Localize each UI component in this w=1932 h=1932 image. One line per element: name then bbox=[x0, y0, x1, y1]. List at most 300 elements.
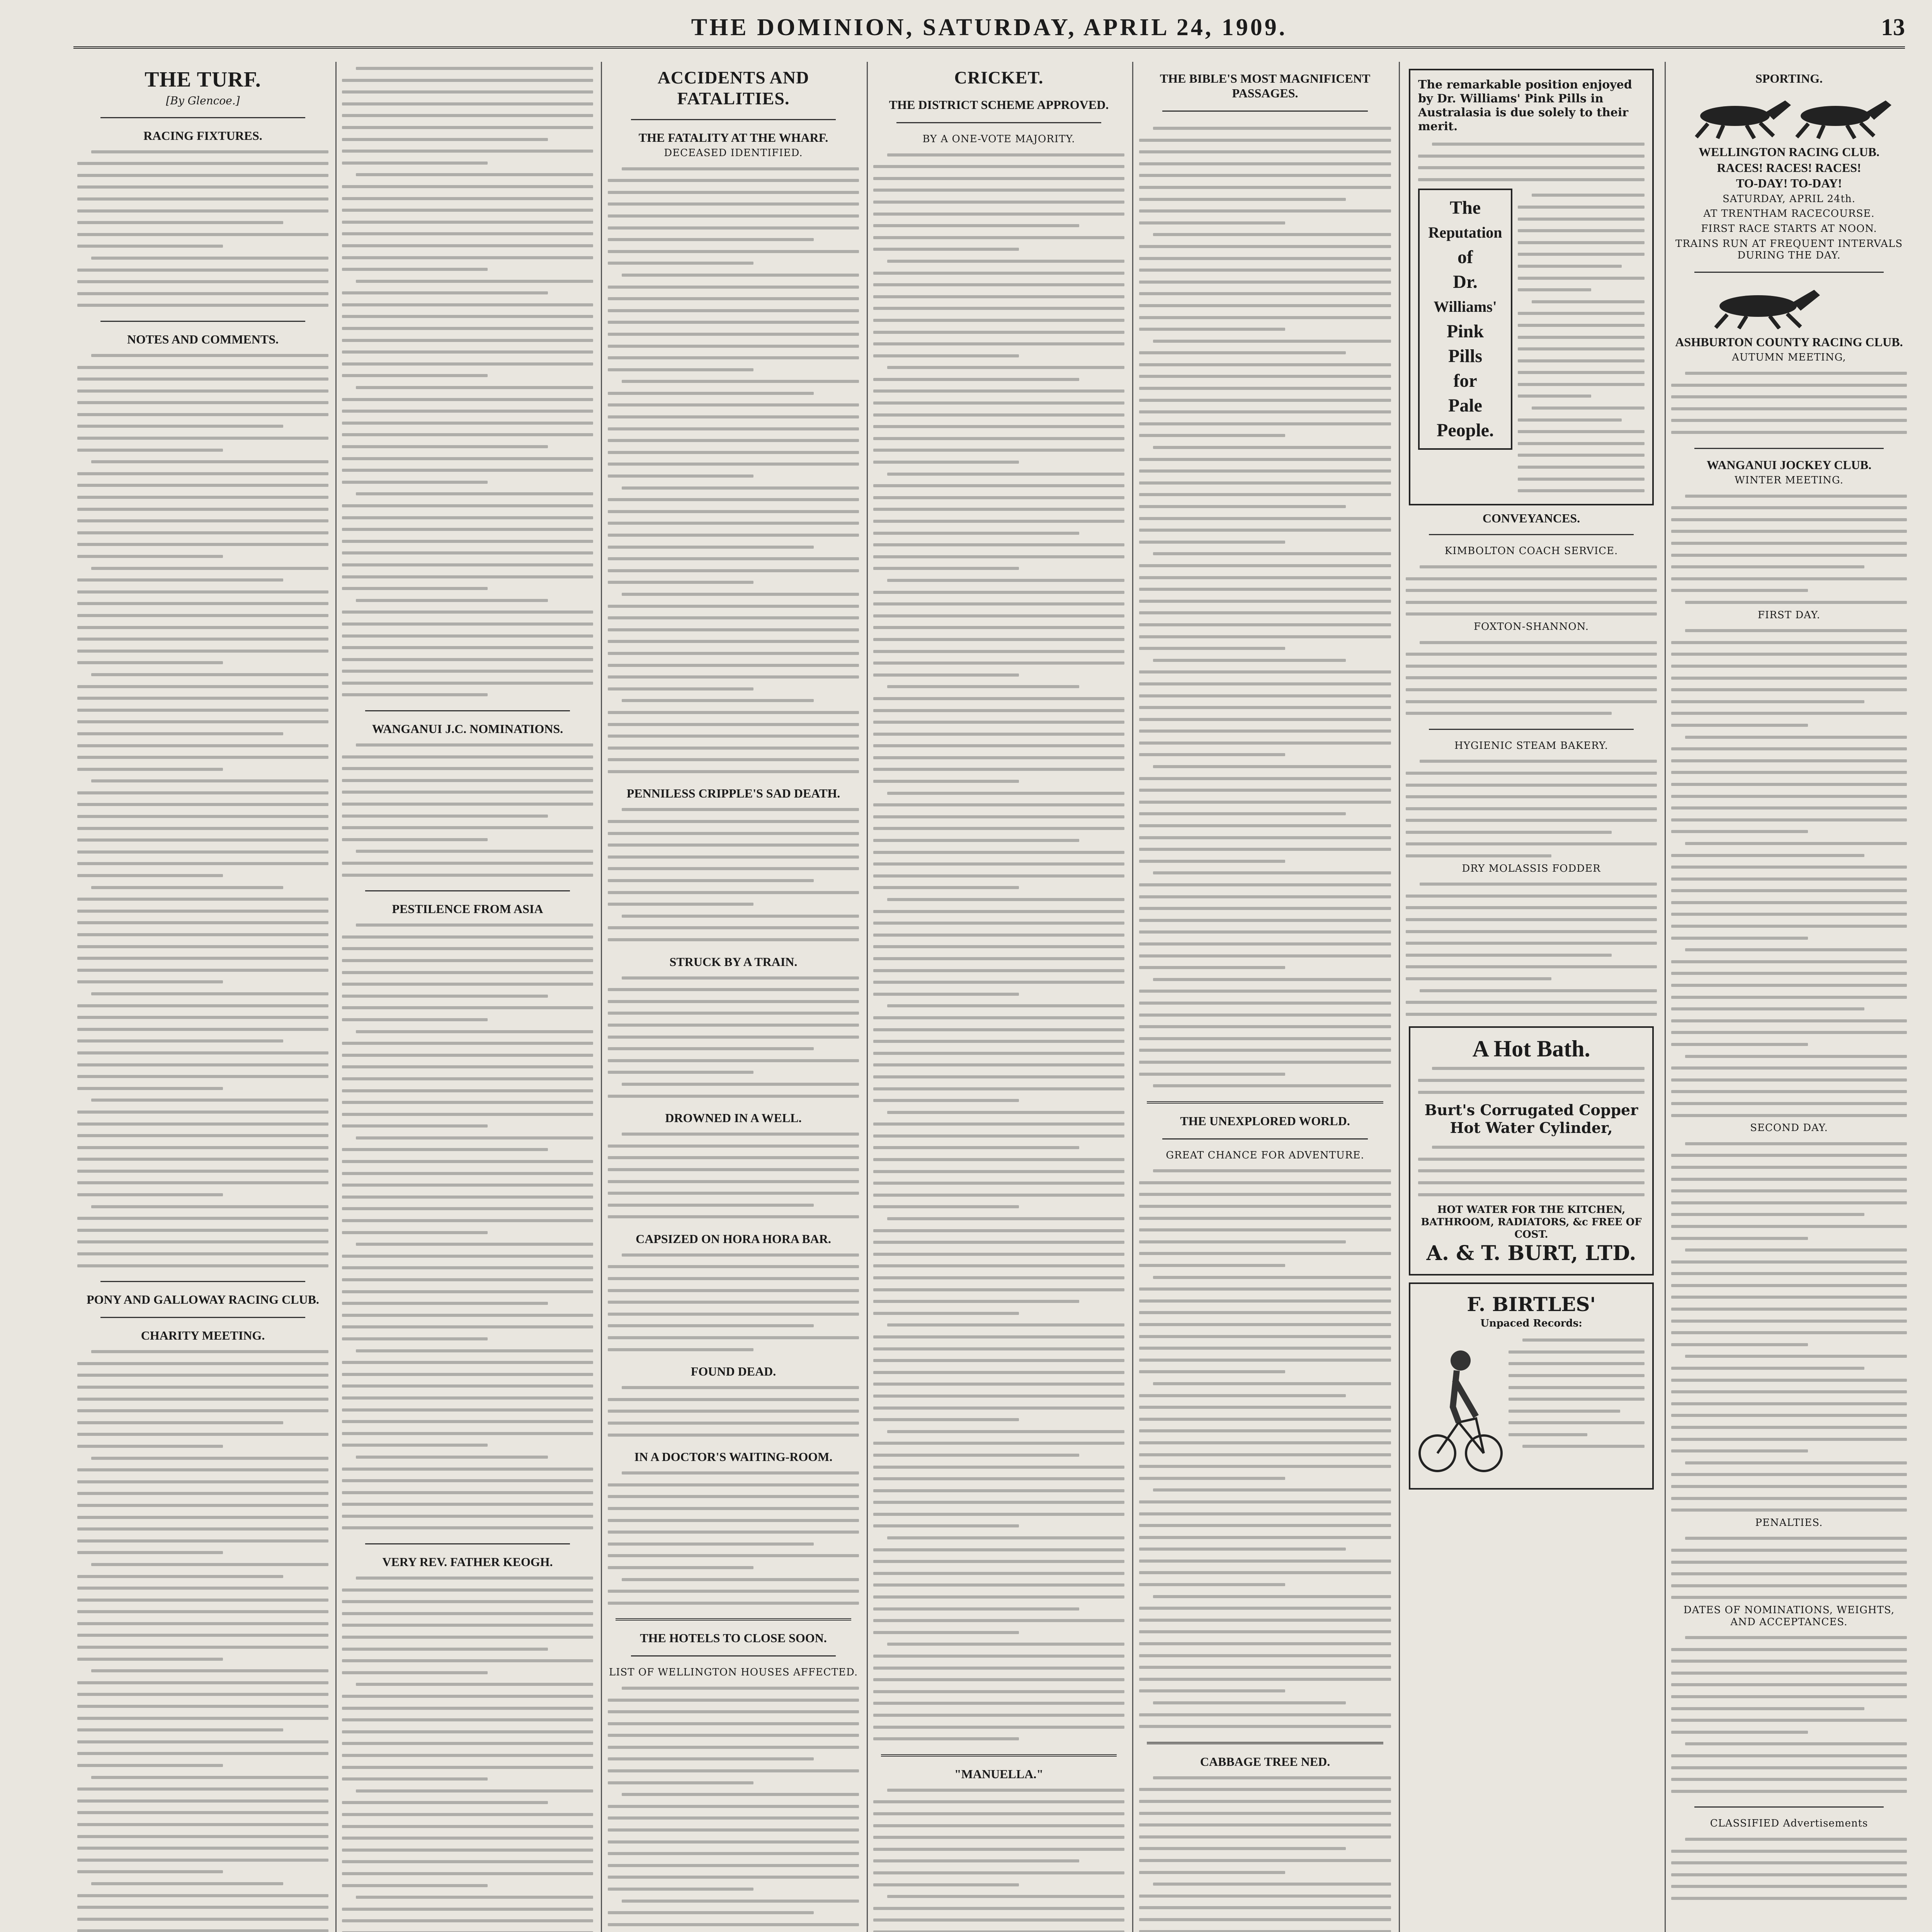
text-line bbox=[1139, 724, 1391, 736]
text-line bbox=[342, 1320, 593, 1332]
text-line bbox=[1671, 1845, 1907, 1857]
text-line bbox=[1139, 1282, 1391, 1294]
text-line bbox=[1671, 1892, 1907, 1904]
text-line bbox=[873, 1709, 1124, 1721]
text-line bbox=[608, 1054, 859, 1066]
text-line bbox=[873, 1295, 1124, 1307]
waiting-room-body bbox=[608, 1466, 859, 1608]
text-line bbox=[1671, 1109, 1907, 1121]
text-line bbox=[1518, 484, 1645, 496]
text-line bbox=[342, 833, 593, 845]
text-line bbox=[77, 1676, 328, 1688]
manuella-body bbox=[873, 1784, 1124, 1932]
text-line bbox=[342, 1356, 593, 1368]
text-line bbox=[342, 1273, 593, 1285]
text-line bbox=[77, 408, 328, 420]
text-line bbox=[342, 1725, 593, 1737]
text-line bbox=[608, 162, 859, 174]
text-line bbox=[342, 1427, 593, 1439]
text-line bbox=[1406, 802, 1657, 814]
penalties-body bbox=[1671, 1532, 1907, 1603]
text-line bbox=[1671, 1173, 1907, 1185]
text-line bbox=[77, 514, 328, 526]
text-line bbox=[873, 1697, 1124, 1709]
ashburton-club: ASHBURTON COUNTY RACING CLUB. bbox=[1675, 335, 1903, 349]
text-line bbox=[608, 623, 859, 635]
text-line bbox=[1139, 476, 1391, 488]
text-line bbox=[608, 1729, 859, 1741]
text-line bbox=[342, 990, 593, 1002]
text-line bbox=[342, 1025, 593, 1037]
text-line bbox=[342, 216, 593, 228]
text-line bbox=[1139, 311, 1391, 323]
text-line bbox=[342, 1832, 593, 1844]
text-line bbox=[1671, 979, 1907, 991]
text-line bbox=[77, 1153, 328, 1165]
text-line bbox=[342, 156, 593, 168]
text-line bbox=[873, 290, 1124, 302]
trains-line: TRAINS RUN AT FREQUENT INTERVALS DURING THE DAY. bbox=[1675, 238, 1903, 262]
wharf-fatality-heading: THE FATALITY AT THE WHARF. bbox=[638, 131, 828, 145]
text-line bbox=[608, 340, 859, 352]
text-line bbox=[342, 417, 593, 429]
second-day-body bbox=[1671, 1137, 1907, 1515]
text-line bbox=[1509, 1428, 1645, 1440]
text-line bbox=[873, 1626, 1124, 1638]
text-line bbox=[77, 299, 328, 311]
text-line bbox=[77, 145, 328, 157]
text-line bbox=[342, 1451, 593, 1463]
text-line bbox=[1139, 299, 1391, 311]
text-line bbox=[1139, 997, 1391, 1009]
text-line bbox=[873, 1236, 1124, 1248]
text-line bbox=[608, 387, 859, 399]
text-line bbox=[1139, 429, 1391, 441]
sporting-heading: SPORTING. bbox=[1755, 71, 1823, 85]
text-line bbox=[873, 917, 1124, 929]
majority-heading: BY A ONE-VOTE MAJORITY. bbox=[922, 133, 1075, 145]
text-line bbox=[1671, 1492, 1907, 1504]
text-line bbox=[1139, 1543, 1391, 1554]
text-line bbox=[1139, 1032, 1391, 1044]
text-line bbox=[608, 1514, 859, 1526]
waiting-room-heading: IN A DOCTOR'S WAITING-ROOM. bbox=[634, 1450, 833, 1464]
text-line bbox=[873, 1567, 1124, 1579]
text-line bbox=[77, 1369, 328, 1381]
text-line bbox=[873, 1807, 1124, 1819]
text-line bbox=[1139, 866, 1391, 878]
text-line bbox=[342, 440, 593, 452]
records-title: Unpaced Records: bbox=[1480, 1318, 1582, 1330]
text-line bbox=[873, 1685, 1124, 1697]
text-line bbox=[873, 207, 1124, 219]
text-line bbox=[873, 645, 1124, 657]
text-line bbox=[873, 1866, 1124, 1878]
text-line bbox=[77, 1058, 328, 1070]
text-line bbox=[608, 174, 859, 186]
text-line bbox=[608, 1895, 859, 1906]
text-line bbox=[342, 1749, 593, 1761]
text-line bbox=[1671, 742, 1907, 754]
text-line bbox=[1139, 417, 1391, 429]
text-line bbox=[1139, 760, 1391, 772]
text-line bbox=[608, 1549, 859, 1561]
text-line bbox=[1139, 216, 1391, 228]
text-line bbox=[1671, 1833, 1907, 1845]
text-line bbox=[1139, 1795, 1391, 1807]
text-line bbox=[1671, 1002, 1907, 1014]
text-line bbox=[873, 432, 1124, 444]
text-line bbox=[1139, 276, 1391, 287]
text-line bbox=[1671, 1737, 1907, 1749]
text-line bbox=[342, 97, 593, 109]
races-line: RACES! RACES! RACES! bbox=[1717, 160, 1861, 175]
text-line bbox=[1671, 1631, 1907, 1643]
text-line bbox=[873, 1200, 1124, 1212]
text-line bbox=[77, 1771, 328, 1783]
fixtures-list bbox=[77, 145, 328, 311]
text-line bbox=[608, 481, 859, 493]
column-cricket bbox=[873, 62, 1124, 1932]
text-line bbox=[77, 1487, 328, 1499]
text-line bbox=[77, 1105, 328, 1117]
text-line bbox=[1139, 1164, 1391, 1176]
text-line bbox=[342, 1261, 593, 1273]
pills-word: Pills bbox=[1448, 346, 1482, 367]
text-line bbox=[1671, 872, 1907, 884]
text-line bbox=[342, 1666, 593, 1678]
text-line bbox=[77, 1176, 328, 1188]
divider bbox=[365, 1543, 570, 1544]
text-line bbox=[1139, 713, 1391, 725]
text-line bbox=[1671, 1591, 1907, 1603]
text-line bbox=[77, 916, 328, 928]
text-line bbox=[342, 605, 593, 617]
text-line bbox=[1671, 1690, 1907, 1702]
text-line bbox=[1418, 1074, 1645, 1086]
text-line bbox=[342, 1796, 593, 1808]
text-line bbox=[342, 641, 593, 653]
text-line bbox=[1139, 181, 1391, 193]
text-line bbox=[608, 1128, 859, 1139]
text-line bbox=[608, 1823, 859, 1835]
hot-bath-advert bbox=[1409, 1026, 1654, 1276]
text-line bbox=[608, 1429, 859, 1440]
text-line bbox=[608, 1296, 859, 1308]
text-line bbox=[608, 1918, 859, 1930]
text-line bbox=[873, 739, 1124, 751]
text-line bbox=[1671, 672, 1907, 684]
date-line: SATURDAY, APRIL 24th. bbox=[1722, 193, 1856, 205]
divider bbox=[896, 122, 1101, 123]
text-line bbox=[873, 468, 1124, 480]
first-day-body bbox=[1671, 624, 1907, 1121]
text-line bbox=[77, 479, 328, 491]
pestilence-body bbox=[342, 918, 593, 1533]
text-line bbox=[1406, 648, 1657, 660]
text-line bbox=[77, 1653, 328, 1665]
text-line bbox=[1139, 1448, 1391, 1460]
text-line bbox=[608, 552, 859, 564]
divider bbox=[1694, 448, 1884, 449]
text-line bbox=[342, 1891, 593, 1903]
pills-word: of bbox=[1458, 247, 1473, 268]
text-line bbox=[342, 1285, 593, 1297]
text-line bbox=[77, 420, 328, 432]
text-line bbox=[1518, 354, 1645, 366]
deceased-identified-heading: DECEASED IDENTIFIED. bbox=[664, 147, 803, 159]
text-line bbox=[77, 1247, 328, 1259]
text-line bbox=[1671, 636, 1907, 648]
text-line bbox=[77, 562, 328, 574]
text-line bbox=[873, 396, 1124, 408]
text-line bbox=[342, 286, 593, 298]
text-line bbox=[873, 267, 1124, 279]
hot-bath-title: A Hot Bath. bbox=[1472, 1036, 1590, 1062]
text-line bbox=[873, 940, 1124, 952]
text-line bbox=[1139, 1424, 1391, 1436]
text-line bbox=[1139, 642, 1391, 654]
second-day: SECOND DAY. bbox=[1750, 1122, 1828, 1134]
text-line bbox=[77, 1224, 328, 1236]
text-line bbox=[873, 881, 1124, 893]
text-line bbox=[77, 1794, 328, 1806]
text-line bbox=[1671, 390, 1907, 402]
text-line bbox=[873, 196, 1124, 207]
text-line bbox=[1139, 1519, 1391, 1531]
text-line bbox=[608, 1163, 859, 1175]
column-racing-results bbox=[342, 62, 593, 1932]
text-line bbox=[1139, 453, 1391, 465]
text-line bbox=[342, 1914, 593, 1926]
text-line bbox=[342, 1678, 593, 1690]
text-line bbox=[873, 1058, 1124, 1070]
text-line bbox=[608, 1007, 859, 1019]
text-line bbox=[77, 905, 328, 917]
text-line bbox=[608, 1187, 859, 1199]
text-line bbox=[1406, 849, 1657, 861]
text-line bbox=[342, 298, 593, 310]
divider bbox=[100, 1281, 305, 1282]
text-line bbox=[873, 905, 1124, 917]
text-line bbox=[873, 597, 1124, 609]
text-line bbox=[873, 1224, 1124, 1236]
text-line bbox=[873, 869, 1124, 881]
text-line bbox=[77, 1901, 328, 1913]
text-line bbox=[1671, 1161, 1907, 1173]
text-line bbox=[608, 600, 859, 612]
bakery-heading: HYGIENIC STEAM BAKERY. bbox=[1454, 740, 1608, 752]
text-line bbox=[1518, 213, 1645, 224]
text-line bbox=[1139, 1271, 1391, 1283]
text-line bbox=[1139, 665, 1391, 677]
text-line bbox=[608, 983, 859, 995]
text-line bbox=[873, 692, 1124, 704]
text-line bbox=[608, 505, 859, 517]
text-line bbox=[342, 1190, 593, 1202]
text-line bbox=[77, 774, 328, 786]
text-line bbox=[77, 1235, 328, 1247]
text-line bbox=[608, 1502, 859, 1514]
nominations-body bbox=[342, 738, 593, 880]
text-line bbox=[873, 680, 1124, 692]
text-line bbox=[873, 1378, 1124, 1389]
text-line bbox=[1671, 1097, 1907, 1109]
text-line bbox=[342, 452, 593, 464]
text-line bbox=[1139, 1901, 1391, 1913]
text-line bbox=[873, 1259, 1124, 1271]
text-line bbox=[873, 1035, 1124, 1047]
text-line bbox=[873, 1913, 1124, 1925]
text-line bbox=[1139, 1531, 1391, 1543]
text-line bbox=[342, 1761, 593, 1773]
text-line bbox=[77, 1924, 328, 1932]
text-line bbox=[342, 310, 593, 322]
text-line bbox=[1139, 1783, 1391, 1795]
text-line bbox=[608, 1199, 859, 1211]
wanganui-body bbox=[1671, 490, 1907, 608]
racehorse-icon bbox=[1681, 93, 1897, 139]
text-line bbox=[1139, 1661, 1391, 1673]
divider bbox=[100, 117, 305, 118]
text-line bbox=[1509, 1393, 1645, 1405]
text-line bbox=[1671, 1184, 1907, 1196]
text-line bbox=[77, 264, 328, 276]
text-line bbox=[1671, 813, 1907, 825]
text-line bbox=[1139, 618, 1391, 630]
text-line bbox=[1139, 689, 1391, 701]
text-line bbox=[1518, 401, 1645, 413]
today-line: TO-DAY! TO-DAY! bbox=[1736, 176, 1842, 190]
text-line bbox=[1671, 1061, 1907, 1073]
text-line bbox=[873, 1843, 1124, 1855]
text-line bbox=[873, 302, 1124, 314]
text-line bbox=[873, 1732, 1124, 1744]
text-line bbox=[873, 704, 1124, 716]
divider bbox=[1162, 1138, 1368, 1139]
text-line bbox=[1139, 1483, 1391, 1495]
text-line bbox=[342, 762, 593, 774]
text-line bbox=[77, 999, 328, 1011]
text-line bbox=[77, 833, 328, 845]
text-line bbox=[608, 1537, 859, 1549]
text-line bbox=[342, 1013, 593, 1025]
text-line bbox=[608, 186, 859, 198]
text-line bbox=[873, 952, 1124, 964]
text-line bbox=[77, 1629, 328, 1641]
text-line bbox=[342, 653, 593, 665]
text-line bbox=[608, 995, 859, 1007]
text-line bbox=[77, 1259, 328, 1271]
hotels-heading: THE HOTELS TO CLOSE SOON. bbox=[640, 1631, 827, 1645]
classified-heading: CLASSIFIED Advertisements bbox=[1710, 1818, 1868, 1830]
text-line bbox=[342, 369, 593, 381]
text-line bbox=[1406, 837, 1657, 849]
text-line bbox=[1139, 1614, 1391, 1626]
text-line bbox=[1671, 683, 1907, 695]
text-line bbox=[1139, 122, 1391, 134]
text-line bbox=[608, 1405, 859, 1417]
divider bbox=[1429, 534, 1634, 535]
text-line bbox=[342, 74, 593, 86]
text-line bbox=[342, 1001, 593, 1013]
hora-hora-heading: CAPSIZED ON HORA HORA BAR. bbox=[636, 1231, 831, 1246]
text-line bbox=[342, 511, 593, 523]
text-line bbox=[77, 786, 328, 798]
text-line bbox=[342, 1439, 593, 1451]
text-line bbox=[77, 275, 328, 287]
text-line bbox=[1671, 1397, 1907, 1409]
text-line bbox=[77, 1664, 328, 1676]
text-line bbox=[873, 219, 1124, 231]
text-line bbox=[1671, 884, 1907, 896]
text-line bbox=[873, 479, 1124, 491]
manuella-heading: "MANUELLA." bbox=[954, 1767, 1044, 1781]
text-line bbox=[342, 1463, 593, 1475]
text-line bbox=[608, 245, 859, 257]
text-line bbox=[873, 1496, 1124, 1508]
text-line bbox=[1671, 991, 1907, 1003]
text-line bbox=[1671, 896, 1907, 908]
text-line bbox=[1671, 1232, 1907, 1244]
text-line bbox=[873, 550, 1124, 562]
text-line bbox=[1139, 654, 1391, 666]
text-line bbox=[608, 803, 859, 815]
text-line bbox=[873, 361, 1124, 373]
text-line bbox=[1671, 490, 1907, 502]
text-line bbox=[1139, 512, 1391, 524]
text-line bbox=[1139, 240, 1391, 252]
divider bbox=[881, 1754, 1117, 1757]
text-line bbox=[1139, 1056, 1391, 1068]
text-line bbox=[873, 964, 1124, 976]
text-line bbox=[1139, 902, 1391, 914]
text-line bbox=[608, 434, 859, 446]
unexplored-world-heading: THE UNEXPLORED WORLD. bbox=[1180, 1114, 1350, 1128]
text-line bbox=[77, 240, 328, 252]
divider bbox=[631, 1655, 836, 1656]
text-line bbox=[608, 1031, 859, 1043]
text-line bbox=[1139, 394, 1391, 406]
text-line bbox=[608, 1284, 859, 1296]
bible-heading: THE BIBLE'S MOST MAGNIFICENT PASSAGES. bbox=[1160, 71, 1371, 100]
text-line bbox=[1671, 1444, 1907, 1456]
pony-club-heading: PONY AND GALLOWAY RACING CLUB. bbox=[87, 1293, 319, 1307]
text-line bbox=[1671, 1532, 1907, 1544]
text-line bbox=[1518, 461, 1645, 473]
text-line bbox=[608, 1906, 859, 1918]
text-line bbox=[608, 541, 859, 553]
text-line bbox=[342, 1926, 593, 1932]
text-line bbox=[1406, 790, 1657, 802]
text-line bbox=[342, 275, 593, 287]
text-line bbox=[1518, 437, 1645, 449]
text-line bbox=[1139, 204, 1391, 216]
text-line bbox=[1139, 949, 1391, 961]
text-line bbox=[77, 1854, 328, 1866]
text-line bbox=[1671, 1749, 1907, 1761]
text-line bbox=[1671, 402, 1907, 414]
column-sporting bbox=[1671, 62, 1907, 1932]
text-line bbox=[77, 1082, 328, 1094]
text-line bbox=[342, 821, 593, 833]
text-line bbox=[1518, 260, 1645, 272]
text-line bbox=[1139, 914, 1391, 926]
text-line bbox=[1671, 1073, 1907, 1085]
text-line bbox=[608, 209, 859, 221]
text-line bbox=[1139, 169, 1391, 181]
text-line bbox=[873, 1590, 1124, 1602]
